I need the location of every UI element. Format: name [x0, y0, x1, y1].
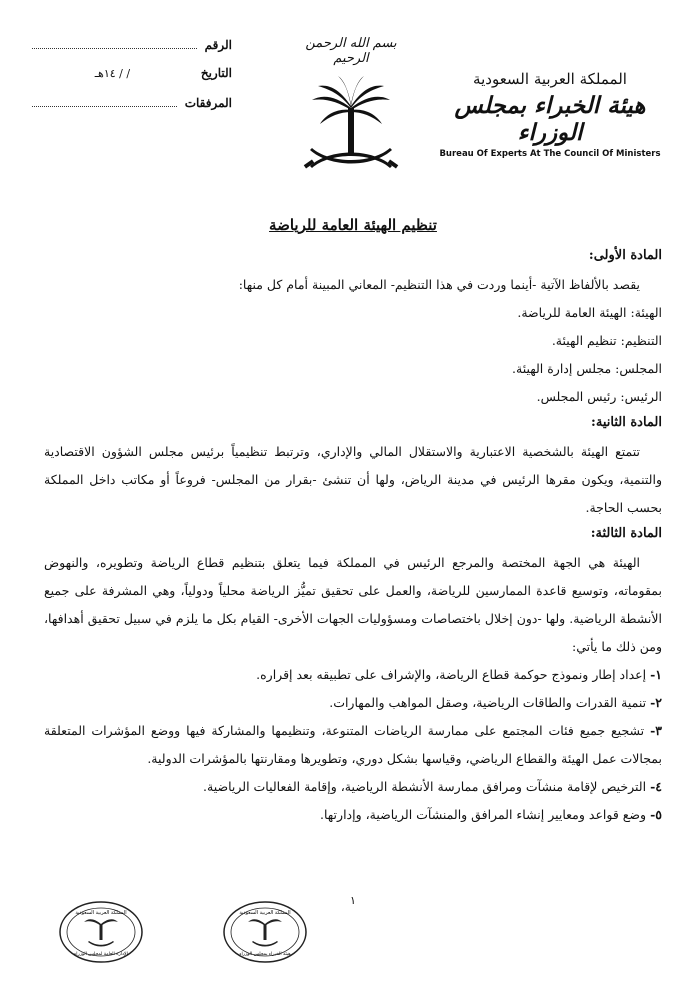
article-heading: المادة الثالثة: — [590, 526, 662, 541]
article-intro: يقصد بالألفاظ الآتية -أينما وردت في هذا التنظيم- المعاني المبينة أمام كل منها: — [238, 277, 640, 292]
seal-top-text: المملكة العربية السعودية — [75, 910, 127, 916]
institution-header — [420, 70, 680, 159]
list-text: تنمية القدرات والطاقات الرياضية، وصقل المواهب والمهارات. — [329, 695, 647, 710]
attachments-line — [32, 94, 177, 107]
list-item — [44, 661, 662, 689]
list-item — [44, 689, 662, 717]
list-text: إعداد إطار ونموذج حوكمة قطاع الرياضة، والإشراف على تطبيقه بعد إقراره. — [256, 667, 647, 682]
official-seal-icon — [58, 900, 144, 964]
definition-item: الرئيس: رئيس المجلس. — [536, 389, 662, 404]
list-text: تشجيع جميع فئات المجتمع على ممارسة الرياضات المتنوعة، وتنظيمها والمشاركة فيها ووضع المؤشرات المتعلقة بمجالات عمل الهيئة والقطاع الرياضي، وقياسها بشكل دوري، وتطويرها ومقارنتها بالمؤشرات الدولية. — [44, 723, 662, 766]
document-body — [44, 216, 662, 829]
ref-number-line — [32, 36, 197, 49]
list-number: ٤- — [650, 779, 662, 794]
official-seal-icon — [222, 900, 308, 964]
date-row — [32, 66, 232, 80]
article-text: الهيئة هي الجهة المختصة والمرجع الرئيس في المملكة فيما يتعلق بتنظيم قطاع الرياضة وتطويره، والنهوض بمقوماته، وتوسيع قاعدة الممارسين للرياضة، والعمل على تحقيق تميُّز الرياضة محلياً ودولياً، وهي المشرفة على جميع الأنشطة الرياضية. ولها -دون إخلال باختصاصات ومسؤوليات الجهات الأخرى- القيام بكل ما يلزم في سبيل تحقيق أهدافها، ومن ذلك ما يأتي: — [44, 555, 662, 654]
bureau-name-english: Bureau Of Experts At The Council Of Ministers — [439, 149, 661, 159]
date-value: / / ١٤هـ — [94, 67, 131, 80]
list-number: ٣- — [650, 723, 662, 738]
list-item — [44, 773, 662, 801]
list-item — [44, 801, 662, 829]
attachments-row — [32, 94, 232, 110]
list-text: الترخيص لإقامة منشآت ومرافق ممارسة الأنشطة الرياضية، وإقامة الفعاليات الرياضية. — [203, 779, 647, 794]
document-title: تنظيم الهيئة العامة للرياضة — [269, 216, 437, 234]
list-item — [44, 717, 662, 773]
seal-bottom-text: الإدارة العامة لمجلس الوزراء — [74, 952, 128, 957]
bureau-name-arabic: هيئة الخبراء بمجلس الوزراء — [454, 92, 646, 146]
list-text: وضع قواعد ومعايير إنشاء المرافق والمنشآت الرياضية، وإدارتها. — [320, 807, 647, 822]
article-heading: المادة الأولى: — [588, 248, 662, 263]
page-number: ١ — [350, 894, 356, 907]
article-heading: المادة الثانية: — [591, 415, 662, 430]
kingdom-name: المملكة العربية السعودية — [473, 70, 627, 88]
list-number: ٢- — [650, 695, 662, 710]
definition-item: التنظيم: تنظيم الهيئة. — [551, 333, 662, 348]
definition-item: الهيئة: الهيئة العامة للرياضة. — [517, 305, 662, 320]
seal-bottom-text: هيئة الخبراء بمجلس الوزراء — [239, 952, 291, 957]
ref-number-row — [32, 36, 232, 52]
definition-item: المجلس: مجلس إدارة الهيئة. — [512, 361, 662, 376]
seal-top-text: المملكة العربية السعودية — [239, 910, 291, 916]
article-text: تتمتع الهيئة بالشخصية الاعتبارية والاستقلال المالي والإداري، وترتبط تنظيمياً برئيس مجلس الشؤون الاقتصادية والتنمية، ويكون مقرها الرئيس في مدينة الرياض، ولها أن تنشئ -بقرار من المجلس- فروعاً أو مكاتب داخل المملكة بحسب الحاجة. — [44, 444, 662, 515]
ref-number-label: الرقم — [204, 38, 232, 52]
palm-swords-icon — [296, 70, 406, 180]
list-number: ١- — [650, 667, 662, 682]
reference-fields — [32, 36, 232, 124]
attachments-label: المرفقات — [184, 96, 232, 110]
national-emblem — [296, 36, 406, 184]
list-number: ٥- — [650, 807, 662, 822]
date-label: التاريخ — [200, 66, 232, 80]
basmala: بسم الله الرحمن الرحيم — [305, 36, 397, 66]
